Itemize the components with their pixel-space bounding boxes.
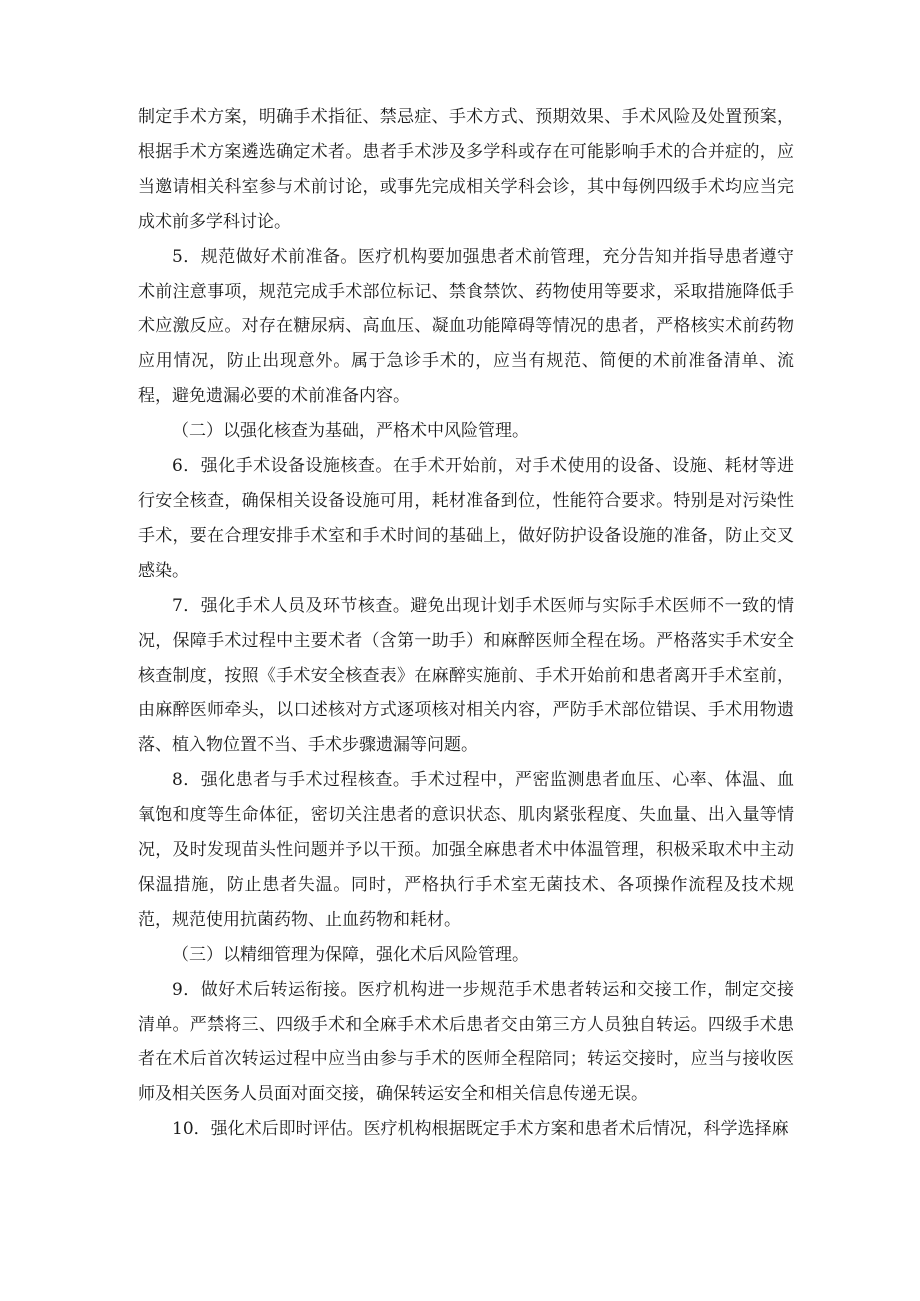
paragraph-item-10: 10．强化术后即时评估。医疗机构根据既定手术方案和患者术后情况，科学选择麻 (172, 1119, 789, 1140)
paragraph-continuation: 制定手术方案，明确手术指征、禁忌症、手术方式、预期效果、手术风险及处置预案，根据手术方案遴选确定术者。患者手术涉及多学科或存在可能影响手术的合并症的，应当邀请相关科室参与术前讨论，或事先完成相关学科会诊，其中每例四级手术均应当完成术前多学科讨论。 (138, 107, 794, 232)
paragraph-item-6: 6．强化手术设备设施核查。在手术开始前，对手术使用的设备、设施、耗材等进行安全核查，确保相关设备设施可用，耗材准备到位，性能符合要求。特别是对污染性手术，要在合理安排手术室和手术时间的基础上，做好防护设备设施的准备，防止交叉感染。 (138, 456, 794, 581)
section-heading-3: （三）以精细管理为保障，强化术后风险管理。 (172, 944, 529, 965)
paragraph-item-5: 5．规范做好术前准备。医疗机构要加强患者术前管理，充分告知并指导患者遵守术前注意事项，规范完成手术部位标记、禁食禁饮、药物使用等要求，采取措施降低手术应激反应。对存在糖尿病、高血压、凝血功能障碍等情况的患者，严格核实术前药物应用情况，防止出现意外。属于急诊手术的，应当有规范、简便的术前准备清单、流程，避免遗漏必要的术前准备内容。 (138, 246, 794, 407)
paragraph-item-8: 8．强化患者与手术过程核查。手术过程中，严密监测患者血压、心率、体温、血氧饱和度等生命体征，密切关注患者的意识状态、肌肉紧张程度、失血量、出入量等情况，及时发现苗头性问题并予以干预。加强全麻患者术中体温管理，积极采取术中主动保温措施，防止患者失温。同时，严格执行手术室无菌技术、各项操作流程及技术规范，规范使用抗菌药物、止血药物和耗材。 (138, 770, 794, 930)
paragraph-item-7: 7．强化手术人员及环节核查。避免出现计划手术医师与实际手术医师不一致的情况，保障手术过程中主要术者（含第一助手）和麻醉医师全程在场。严格落实手术安全核查制度，按照《手术安全核查表》在麻醉实施前、手术开始前和患者离开手术室前，由麻醉医师牵头，以口述核对方式逐项核对相关内容，严防手术部位错误、手术用物遗落、植入物位置不当、手术步骤遗漏等问题。 (138, 595, 794, 756)
paragraph-item-9: 9．做好术后转运衔接。医疗机构进一步规范手术患者转运和交接工作，制定交接清单。严禁将三、四级手术和全麻手术术后患者交由第三方人员独自转运。四级手术患者在术后首次转运过程中应当由参与手术的医师全程陪同；转运交接时，应当与接收医师及相关医务人员面对面交接，确保转运安全和相关信息传递无误。 (138, 979, 794, 1105)
document-body (138, 100, 794, 1147)
section-heading-2: （二）以强化核查为基础，严格术中风险管理。 (172, 421, 529, 442)
